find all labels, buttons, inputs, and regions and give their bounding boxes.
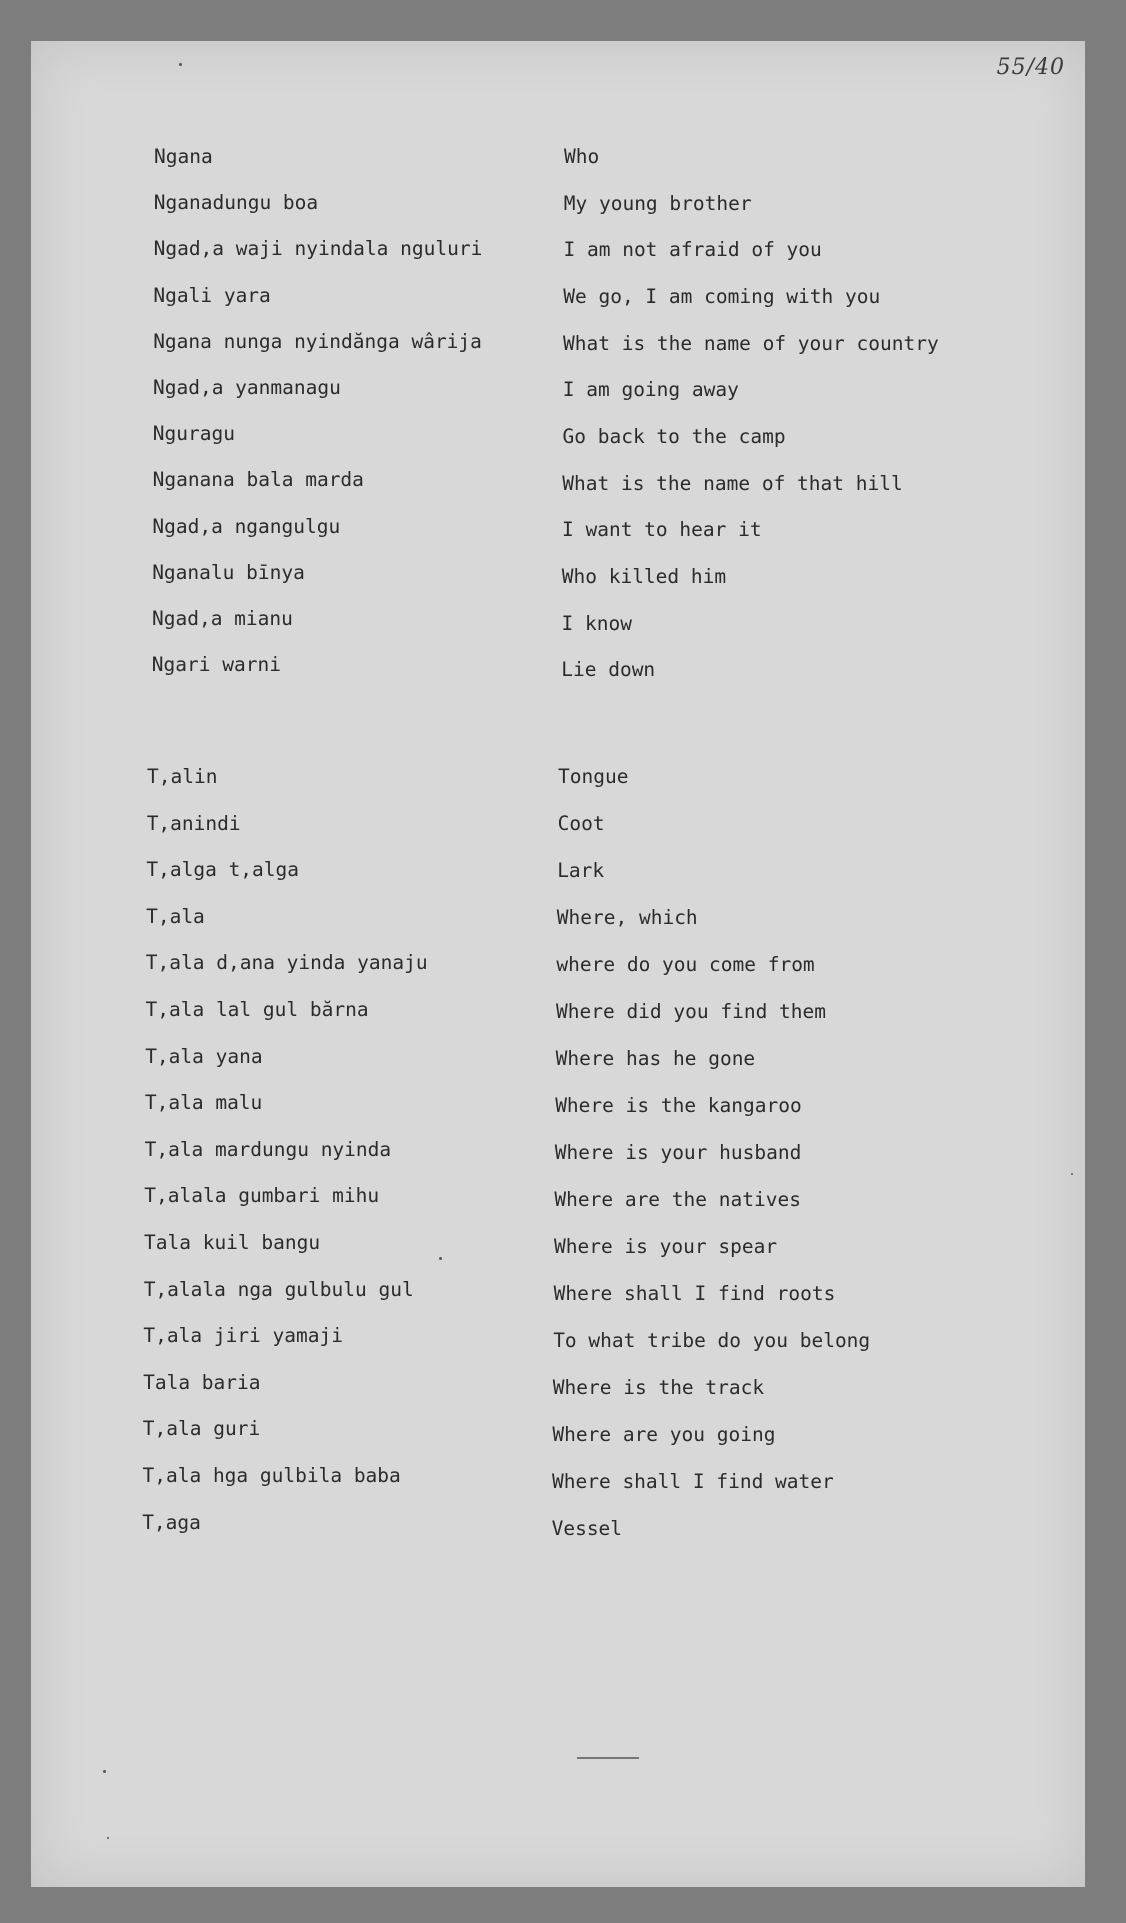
english-translation: Where shall I find roots	[553, 1281, 836, 1305]
list-item	[31, 512, 1085, 542]
ink-speck	[1071, 1173, 1073, 1175]
english-translation: I am not afraid of you	[563, 238, 822, 262]
english-translation: Coot	[557, 811, 605, 835]
english-translation: Who killed him	[561, 564, 727, 588]
english-translation: Where, which	[556, 905, 698, 929]
list-item	[31, 1461, 1085, 1491]
page-number: 55/40	[996, 55, 1065, 80]
aboriginal-term: Nganalu bīnya	[152, 560, 305, 584]
aboriginal-term: T,alala nga gulbulu gul	[143, 1277, 414, 1301]
english-translation: To what tribe do you belong	[553, 1328, 871, 1352]
aboriginal-term: T,ala malu	[144, 1091, 263, 1115]
list-item	[31, 1135, 1085, 1165]
list-item	[31, 902, 1085, 932]
list-item	[31, 762, 1085, 792]
list-item	[31, 1088, 1085, 1118]
list-item	[31, 1508, 1085, 1538]
aboriginal-term: T,aga	[142, 1510, 201, 1534]
english-translation: where do you come from	[556, 952, 815, 976]
english-translation: I know	[561, 611, 632, 635]
aboriginal-term: T,alin	[147, 765, 218, 788]
list-item	[31, 995, 1085, 1025]
list-item	[31, 373, 1085, 403]
aboriginal-term: Ngad,a yanmanagu	[153, 376, 341, 399]
list-item	[31, 465, 1085, 495]
aboriginal-term: Ngali yara	[153, 283, 271, 307]
list-item	[31, 1228, 1085, 1258]
english-translation: Where are you going	[552, 1422, 776, 1446]
list-item	[31, 650, 1085, 680]
english-translation: Vessel	[551, 1516, 623, 1540]
english-translation: Go back to the camp	[562, 424, 786, 448]
ink-speck	[179, 63, 182, 66]
english-translation: Where did you find them	[556, 1000, 827, 1023]
aboriginal-term: T,ala mardungu nyinda	[144, 1137, 392, 1161]
aboriginal-term: Tala baria	[143, 1370, 261, 1394]
aboriginal-term: T,ala	[146, 904, 205, 928]
aboriginal-term: Tala kuil bangu	[144, 1231, 321, 1254]
list-item	[31, 1368, 1085, 1398]
aboriginal-term: T,ala hga gulbila baba	[142, 1464, 401, 1487]
english-translation: I am going away	[562, 378, 739, 402]
aboriginal-term: T,ala guri	[142, 1417, 261, 1441]
list-item	[31, 1414, 1085, 1444]
list-item	[31, 1042, 1085, 1072]
document-page	[31, 41, 1085, 1887]
aboriginal-term: Ngad,a waji nyindala nguluri	[153, 237, 483, 261]
list-item	[31, 604, 1085, 634]
aboriginal-term: T,ala d,ana yinda yanaju	[145, 951, 428, 975]
ink-speck	[439, 1257, 442, 1260]
list-item	[31, 234, 1085, 264]
ink-speck	[103, 1770, 106, 1773]
aboriginal-term: Nguragu	[152, 422, 235, 446]
list-item	[31, 948, 1085, 978]
english-translation: Where is your husband	[554, 1140, 802, 1164]
english-translation: Where are the natives	[554, 1187, 801, 1211]
list-item	[31, 1181, 1085, 1211]
english-translation: My young brother	[563, 191, 752, 215]
aboriginal-term: Ngana nunga nyindănga wârija	[153, 329, 482, 353]
english-translation: Tongue	[558, 765, 629, 788]
list-item	[31, 281, 1085, 311]
pencil-mark	[577, 1757, 639, 1759]
list-item	[31, 1321, 1085, 1351]
english-translation: Where is the kangaroo	[555, 1093, 802, 1117]
aboriginal-term: Nganana bala marda	[152, 468, 364, 492]
english-translation: Where shall I find water	[552, 1470, 834, 1493]
list-item	[31, 558, 1085, 588]
aboriginal-term: Nganadungu boa	[153, 191, 319, 215]
aboriginal-term: T,ala jiri yamaji	[143, 1324, 343, 1348]
english-translation: Where is your spear	[554, 1235, 778, 1258]
english-translation: I want to hear it	[562, 518, 762, 542]
aboriginal-term: T,ala lal gul bărna	[145, 998, 369, 1021]
english-translation: Lie down	[561, 658, 656, 682]
aboriginal-term: T,alala gumbari mihu	[144, 1184, 380, 1208]
aboriginal-term: T,ala yana	[145, 1044, 263, 1068]
list-item	[31, 1275, 1085, 1305]
aboriginal-term: T,anindi	[146, 811, 241, 835]
list-item	[31, 188, 1085, 218]
english-translation: Where has he gone	[555, 1046, 756, 1070]
aboriginal-term: Ngari warni	[151, 653, 281, 677]
english-translation: We go, I am coming with you	[563, 284, 881, 308]
aboriginal-term: Ngana	[154, 145, 213, 168]
aboriginal-term: Ngad,a ngangulgu	[152, 514, 341, 538]
list-item	[31, 419, 1085, 449]
list-item	[31, 855, 1085, 885]
list-item	[31, 809, 1085, 839]
ink-speck	[107, 1837, 109, 1839]
english-translation: What is the name of that hill	[562, 471, 903, 495]
aboriginal-term: T,alga t,alga	[146, 858, 300, 882]
english-translation: Who	[564, 145, 600, 168]
english-translation: What is the name of your country	[563, 331, 939, 355]
english-translation: Lark	[557, 858, 605, 882]
aboriginal-term: Ngad,a mianu	[152, 607, 293, 630]
list-item	[31, 327, 1085, 357]
list-item	[31, 142, 1085, 172]
english-translation: Where is the track	[552, 1375, 765, 1399]
